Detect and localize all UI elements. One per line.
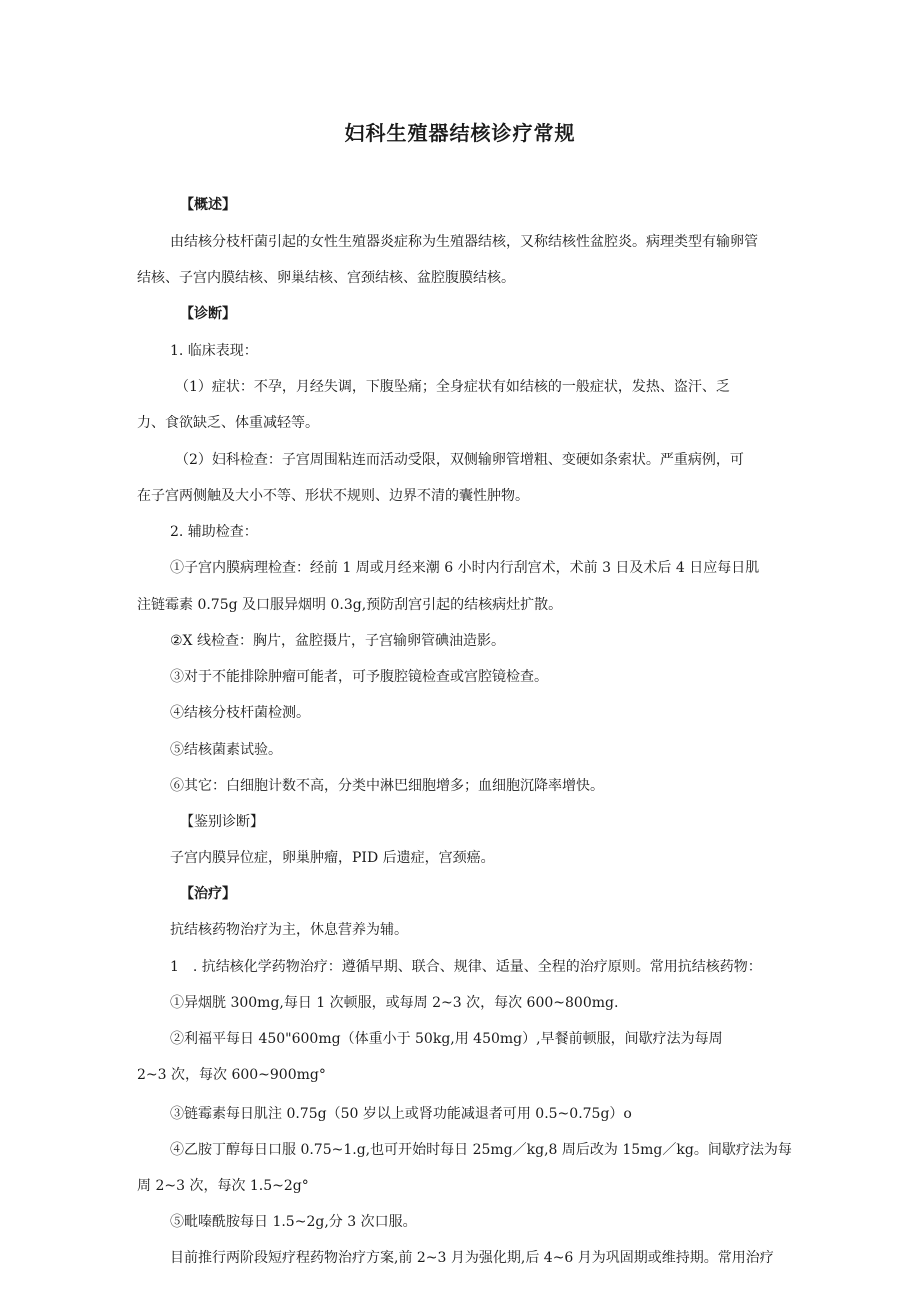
symptom-line-1: （1）症状：不孕，月经失调，下腹坠痛；全身症状有如结核的一般症状，发热、盗汗、乏 xyxy=(175,379,730,395)
aux-item-5: ⑤结核菌素试验。 xyxy=(170,742,282,758)
diagnosis-heading: 【诊断】 xyxy=(180,306,236,322)
aux-item-2: ②X 线检查：胸片，盆腔摄片，子宫输卵管碘油造影。 xyxy=(170,633,505,649)
treatment-heading: 【治疗】 xyxy=(180,886,236,902)
differential-heading: 【鉴别诊断】 xyxy=(180,814,264,830)
gyn-exam-line-2: 在子宫两侧触及大小不等、形状不规则、边界不清的囊性肿物。 xyxy=(137,488,529,504)
drug-2-line-1: ②利福平每日 450"600mg（体重小于 50kg,用 450mg）,早餐前顿服，间歇疗法为每周 xyxy=(170,1031,723,1047)
drug-2-line-2: 2~3 次，每次 600~900mg° xyxy=(137,1067,326,1083)
drug-4-line-1: ④乙胺丁醇每日口服 0.75~1.g,也可开始时每日 25mg／kg,8 周后改为 15mg／kg。间歇疗法为每 xyxy=(170,1142,792,1158)
drug-1: ①异烟胱 300mg,每日 1 次顿服，或每周 2~3 次，每次 600~800mg. xyxy=(170,995,619,1011)
clinical-title: 1. 临床表现： xyxy=(170,343,258,359)
overview-line-1: 由结核分枝杆菌引起的女性生殖器炎症称为生殖器结核，又称结核性盆腔炎。病理类型有输卵管 xyxy=(170,234,758,250)
aux-item-1-line-1: ①子宫内膜病理检查：经前 1 周或月经来潮 6 小时内行刮宫术，术前 3 日及术后 4 日应每日肌 xyxy=(170,560,760,576)
differential-text: 子宫内膜异位症，卵巢肿瘤，PID 后遗症，宫颈癌。 xyxy=(170,850,495,866)
aux-item-4: ④结核分枝杆菌检测。 xyxy=(170,705,310,721)
aux-title: 2. 辅助检查： xyxy=(170,524,258,540)
overview-line-2: 结核、子宫内膜结核、卵巢结核、宫颈结核、盆腔腹膜结核。 xyxy=(137,270,515,286)
chemo-title: 1 . 抗结核化学药物治疗：遵循早期、联合、规律、适量、全程的治疗原则。常用抗结核药物： xyxy=(170,959,762,975)
regimen-text: 目前推行两阶段短疗程药物治疗方案,前 2~3 月为强化期,后 4~6 月为巩固期或维持期。常用治疗 xyxy=(170,1250,774,1266)
aux-item-6: ⑥其它：白细胞计数不高，分类中淋巴细胞增多；血细胞沉降率增快。 xyxy=(170,778,604,794)
drug-5: ⑤毗嗪酰胺每日 1.5~2g,分 3 次口服。 xyxy=(170,1214,417,1230)
overview-heading: 【概述】 xyxy=(180,197,236,213)
symptom-line-2: 力、食欲缺乏、体重减轻等。 xyxy=(137,415,319,431)
drug-3: ③链霉素每日肌注 0.75g（50 岁以上或肾功能减退者可用 0.5~0.75g）o xyxy=(170,1106,632,1122)
aux-item-1-line-2: 注链霉素 0.75g 及口服异烟明 0.3g,预防刮宫引起的结核病灶扩散。 xyxy=(137,597,563,613)
gyn-exam-line-1: （2）妇科检查：子宫周围粘连而活动受限，双侧输卵管增粗、变硬如条索状。严重病例，可 xyxy=(175,452,744,468)
drug-4-line-2: 周 2~3 次，每次 1.5~2g° xyxy=(137,1178,309,1194)
aux-item-3: ③对于不能排除肿瘤可能者，可予腹腔镜检查或宫腔镜检查。 xyxy=(170,669,548,685)
treatment-intro: 抗结核药物治疗为主，休息营养为辅。 xyxy=(170,922,408,938)
page-title: 妇科生殖器结核诊疗常规 xyxy=(344,121,576,145)
